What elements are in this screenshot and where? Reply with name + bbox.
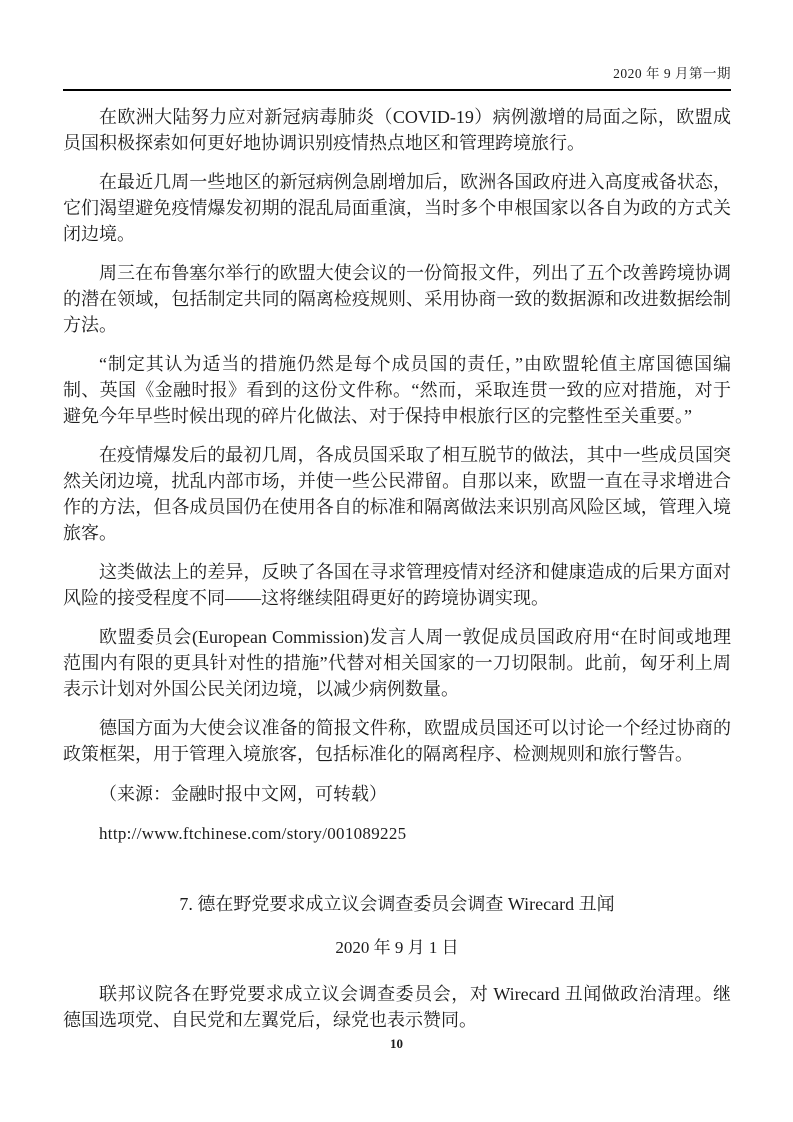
body-paragraph: “制定其认为适当的措施仍然是每个成员国的责任，”由欧盟轮值主席国德国编制、英国《金融时报》看到的这份文件称。“然而，采取连贯一致的应对措施，对于避免今年早些时候出现的碎片化做法、对于保持申根旅行区的完整性至关重要。”	[63, 354, 731, 426]
source-attribution: （来源：金融时报中文网，可转载）	[99, 784, 387, 804]
section-heading: 7. 德在野党要求成立议会调查委员会调查 Wirecard 丑闻	[179, 894, 615, 914]
article-url: http://www.ftchinese.com/story/001089225	[99, 824, 407, 843]
body-paragraph: 在最近几周一些地区的新冠病例急剧增加后，欧洲各国政府进入高度戒备状态，它们渴望避免疫情爆发初期的混乱局面重演，当时多个申根国家以各自为政的方式关闭边境。	[63, 172, 731, 244]
article-covid-coordination	[63, 104, 731, 847]
body-paragraph: 在欧洲大陆努力应对新冠病毒肺炎（COVID-19）病例激增的局面之际，欧盟成员国积极探索如何更好地协调识别疫情热点地区和管理跨境旅行。	[63, 107, 731, 153]
body-paragraph: 这类做法上的差异，反映了各国在寻求管理疫情对经济和健康造成的后果方面对风险的接受程度不同——这将继续阻碍更好的跨境协调实现。	[63, 562, 731, 608]
body-paragraph: 周三在布鲁塞尔举行的欧盟大使会议的一份简报文件，列出了五个改善跨境协调的潜在领域，包括制定共同的隔离检疫规则、采用协商一致的数据源和改进数据绘制方法。	[63, 263, 731, 335]
page-header	[63, 62, 731, 91]
body-paragraph: 德国方面为大使会议准备的简报文件称，欧盟成员国还可以讨论一个经过协商的政策框架，用于管理入境旅客，包括标准化的隔离程序、检测规则和旅行警告。	[63, 718, 731, 764]
body-paragraph: 联邦议院各在野党要求成立议会调查委员会，对 Wirecard 丑闻做政治清理。继德国选项党、自民党和左翼党后，绿党也表示赞同。	[63, 984, 731, 1030]
article-wirecard	[63, 891, 731, 1033]
body-paragraph: 在疫情爆发后的最初几周，各成员国采取了相互脱节的做法，其中一些成员国突然关闭边境，扰乱内部市场，并使一些公民滞留。自那以来，欧盟一直在寻求增进合作的方法，但各成员国仍在使用各自的标准和隔离做法来识别高风险区域，管理入境旅客。	[63, 445, 731, 543]
article-date: 2020 年 9 月 1 日	[335, 938, 459, 957]
issue-label: 2020 年 9 月第一期	[613, 66, 731, 81]
page-number: 10	[390, 1036, 403, 1051]
body-paragraph: 欧盟委员会(European Commission)发言人周一敦促成员国政府用“在时间或地理范围内有限的更具针对性的措施”代替对相关国家的一刀切限制。此前，匈牙利上周表示计划对外国公民关闭边境，以减少病例数量。	[63, 627, 731, 699]
